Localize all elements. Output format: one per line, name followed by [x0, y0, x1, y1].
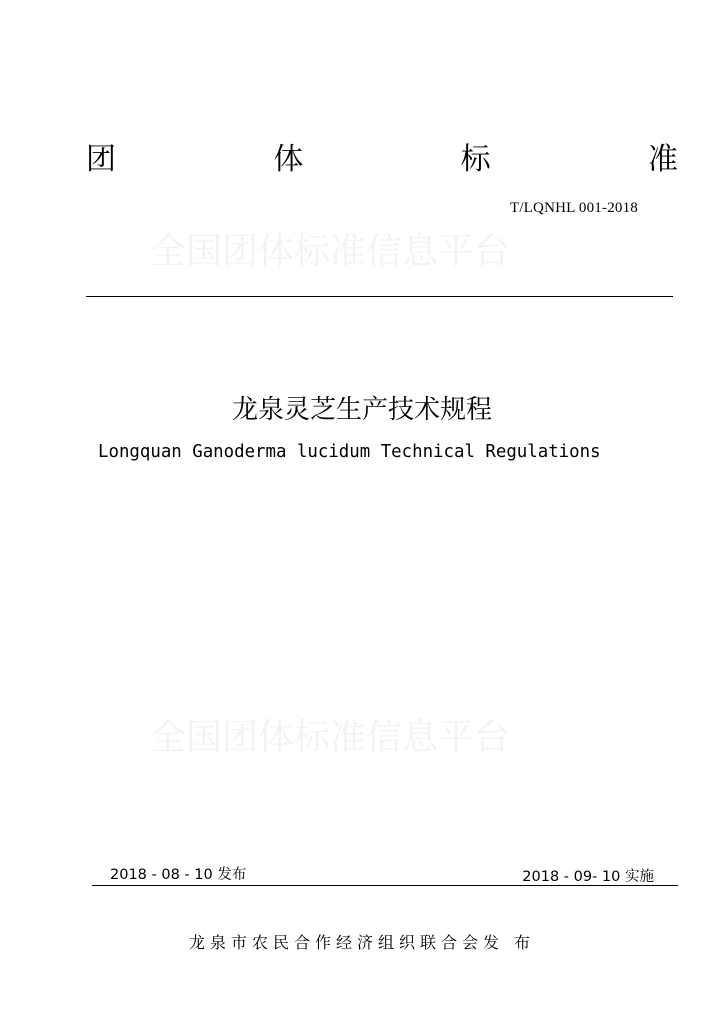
footer-divider [92, 885, 678, 886]
issue-date: 2018 - 08 - 10 发布 [110, 867, 247, 883]
document-category-heading [86, 140, 678, 180]
heading-char-4: 准 [647, 142, 678, 177]
document-title-english: Longquan Ganoderma lucidum Technical Regulations [98, 442, 601, 462]
heading-char-2: 体 [273, 142, 304, 177]
heading-char-1: 团 [86, 142, 116, 177]
publisher-name: 龙泉市农民合作经济组织联合会发 布 [188, 933, 536, 952]
effective-date: 2018 - 09- 10 实施 [522, 869, 654, 885]
standard-code: T/LQNHL 001-2018 [509, 200, 638, 216]
watermark-top: 全国团体标准信息平台 [150, 231, 511, 272]
header-divider [86, 296, 673, 297]
heading-char-3: 标 [460, 142, 491, 177]
document-title-chinese: 龙泉灵芝生产技术规程 [231, 395, 492, 425]
watermark-middle: 全国团体标准信息平台 [150, 717, 511, 758]
